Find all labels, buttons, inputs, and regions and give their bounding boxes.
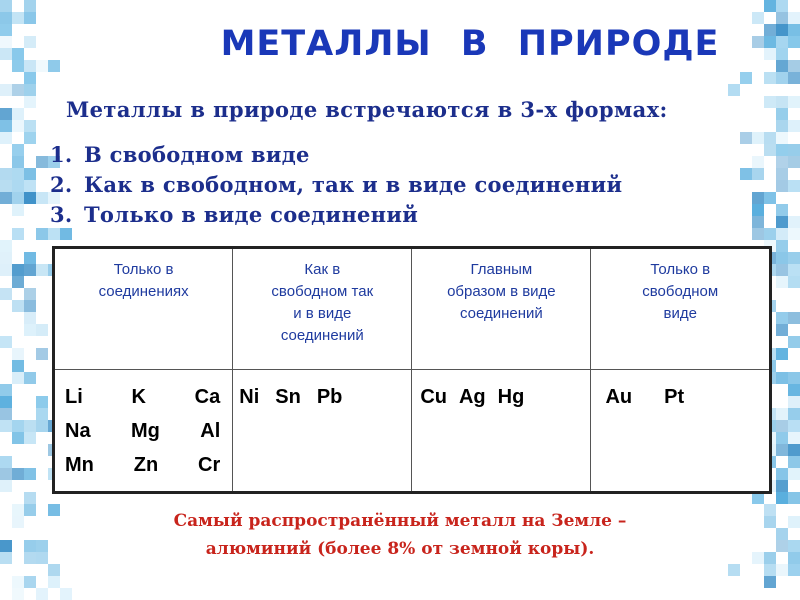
decor-block <box>788 72 800 84</box>
decor-block <box>12 144 24 156</box>
decor-block <box>12 372 24 384</box>
decor-block <box>24 324 36 336</box>
decor-block <box>752 132 764 144</box>
decor-block <box>776 180 788 192</box>
decor-block <box>776 168 788 180</box>
decor-block <box>36 408 48 420</box>
decor-block <box>0 192 12 204</box>
decor-block <box>12 180 24 192</box>
decor-block <box>776 324 788 336</box>
decor-block <box>36 348 48 360</box>
decor-block <box>24 492 36 504</box>
decor-block <box>776 372 788 384</box>
decor-block <box>776 420 788 432</box>
decor-block <box>776 0 788 12</box>
decor-block <box>12 108 24 120</box>
decor-block <box>0 456 12 468</box>
decor-block <box>0 384 12 396</box>
decor-block <box>776 492 788 504</box>
table-header-row <box>54 248 771 370</box>
decor-block <box>776 72 788 84</box>
decor-block <box>776 156 788 168</box>
decor-block <box>752 12 764 24</box>
decor-block <box>12 120 24 132</box>
slide-subtitle: Металлы в природе встречаются в 3-х формах: <box>66 97 668 122</box>
metals-table <box>52 246 772 494</box>
decor-block <box>776 276 788 288</box>
decor-block <box>0 336 12 348</box>
decor-block <box>788 228 800 240</box>
decor-block <box>752 192 764 204</box>
decor-block <box>0 468 12 480</box>
decor-block <box>752 216 764 228</box>
header-only-free: Только в свободном виде <box>591 248 771 370</box>
decor-block <box>12 12 24 24</box>
header-free-and-compounds: Как в свободном так и в виде соединений <box>233 248 412 370</box>
decor-block <box>788 408 800 420</box>
decor-block <box>36 156 48 168</box>
decor-block <box>788 468 800 480</box>
decor-block <box>752 156 764 168</box>
decor-block <box>776 468 788 480</box>
decor-block <box>24 120 36 132</box>
decor-block <box>24 132 36 144</box>
decor-block <box>24 288 36 300</box>
decor-block <box>24 12 36 24</box>
metal-row: Na Mg Al <box>65 420 221 442</box>
decor-block <box>0 84 12 96</box>
metals-free-and-compounds <box>233 370 412 493</box>
decor-block <box>788 156 800 168</box>
decor-block <box>0 132 12 144</box>
decor-block <box>0 180 12 192</box>
table-body-row <box>54 370 771 493</box>
decor-block <box>788 384 800 396</box>
decor-block <box>752 168 764 180</box>
decor-block <box>24 0 36 12</box>
decor-block <box>12 420 24 432</box>
decor-block <box>776 132 788 144</box>
forms-list <box>50 140 622 230</box>
decor-block <box>0 240 12 252</box>
decor-block <box>0 420 12 432</box>
decor-block <box>776 564 788 576</box>
decor-block <box>12 264 24 276</box>
decor-block <box>12 204 24 216</box>
decor-block <box>752 204 764 216</box>
decor-block <box>776 120 788 132</box>
decor-block <box>0 264 12 276</box>
decor-block <box>24 72 36 84</box>
decor-block <box>24 180 36 192</box>
decor-block <box>764 228 776 240</box>
decor-block <box>788 144 800 156</box>
decor-block <box>788 432 800 444</box>
decor-block <box>740 72 752 84</box>
decor-block <box>24 372 36 384</box>
decor-block <box>24 468 36 480</box>
decor-block <box>776 444 788 456</box>
metal-row: Au Pt <box>605 386 685 408</box>
decor-block <box>788 564 800 576</box>
decor-block <box>36 192 48 204</box>
decor-block <box>764 564 776 576</box>
decor-block <box>60 588 72 600</box>
form-item: 3. Только в виде соединений <box>50 202 419 227</box>
metal-row: Li K Ca <box>65 386 221 408</box>
decor-block <box>776 96 788 108</box>
decor-block <box>12 168 24 180</box>
decor-block <box>776 312 788 324</box>
decor-block <box>764 192 776 204</box>
decor-block <box>48 564 60 576</box>
decor-block <box>776 264 788 276</box>
decor-block <box>788 120 800 132</box>
decor-block <box>24 432 36 444</box>
decor-block <box>788 456 800 468</box>
metals-only-free <box>591 370 771 493</box>
decor-block <box>764 132 776 144</box>
decor-block <box>728 84 740 96</box>
decor-block <box>12 348 24 360</box>
form-item: 2. Как в свободном, так и в виде соединений <box>50 172 623 197</box>
decor-block <box>12 576 24 588</box>
decor-block <box>788 312 800 324</box>
decor-block <box>776 240 788 252</box>
decor-block <box>24 264 36 276</box>
metal-row: Mn Zn Cr <box>65 454 221 476</box>
decor-block <box>788 336 800 348</box>
header-mainly-compounds: Главным образом в виде соединений <box>412 248 591 370</box>
decor-block <box>788 492 800 504</box>
decor-block <box>0 252 12 264</box>
decor-block <box>12 228 24 240</box>
decor-block <box>36 420 48 432</box>
decor-block <box>776 108 788 120</box>
decor-block <box>24 252 36 264</box>
decor-block <box>788 372 800 384</box>
decor-block <box>36 396 48 408</box>
decor-block <box>0 12 12 24</box>
decor-block <box>776 144 788 156</box>
decor-block <box>752 228 764 240</box>
header-only-compounds: Только в соединениях <box>54 248 233 370</box>
decor-block <box>24 420 36 432</box>
decor-block <box>776 216 788 228</box>
decor-block <box>776 12 788 24</box>
decor-block <box>0 108 12 120</box>
metals-mainly-compounds <box>412 370 591 493</box>
decor-block <box>12 468 24 480</box>
decor-block <box>788 96 800 108</box>
decor-block <box>776 252 788 264</box>
decor-block <box>764 144 776 156</box>
form-item: 1. В свободном виде <box>50 142 310 167</box>
footnote: Самый распространённый металл на Земле – алюминий (более 8% от земной коры). <box>173 511 627 559</box>
decor-block <box>36 324 48 336</box>
decor-block <box>788 396 800 408</box>
slide-title: МЕТАЛЛЫ В ПРИРОДЕ <box>220 24 720 64</box>
decor-block <box>0 396 12 408</box>
decor-block <box>764 72 776 84</box>
decor-block <box>740 168 752 180</box>
decor-block <box>24 96 36 108</box>
decor-block <box>764 576 776 588</box>
decor-block <box>24 192 36 204</box>
decor-block <box>24 168 36 180</box>
decor-block <box>788 420 800 432</box>
decor-block <box>788 216 800 228</box>
decor-block <box>12 360 24 372</box>
decor-block <box>12 300 24 312</box>
decor-block <box>36 588 48 600</box>
decor-block <box>776 348 788 360</box>
metal-row: Cu Ag Hg <box>420 386 525 408</box>
decor-block <box>740 132 752 144</box>
decor-block <box>776 408 788 420</box>
decor-block <box>776 228 788 240</box>
decor-block <box>12 156 24 168</box>
decor-block <box>12 588 24 600</box>
decor-block <box>48 576 60 588</box>
decor-block <box>0 288 12 300</box>
metal-row: Ni Sn Pb <box>239 386 343 408</box>
decor-block <box>0 408 12 420</box>
decor-block <box>776 432 788 444</box>
decor-block <box>788 276 800 288</box>
decor-block <box>36 228 48 240</box>
decor-block <box>788 264 800 276</box>
decor-block <box>0 0 12 12</box>
decor-block <box>788 252 800 264</box>
decor-block <box>0 120 12 132</box>
decor-block <box>788 180 800 192</box>
decor-block <box>776 480 788 492</box>
decor-block <box>764 0 776 12</box>
decor-block <box>728 564 740 576</box>
decor-block <box>788 12 800 24</box>
decor-block <box>12 276 24 288</box>
decor-block <box>764 96 776 108</box>
decor-block <box>0 480 12 492</box>
decor-block <box>24 300 36 312</box>
decor-block <box>0 168 12 180</box>
decor-block <box>12 432 24 444</box>
decor-block <box>788 444 800 456</box>
decor-block <box>776 204 788 216</box>
decor-block <box>36 264 48 276</box>
decor-block <box>24 576 36 588</box>
metals-only-compounds <box>54 370 233 493</box>
decor-block <box>24 312 36 324</box>
decor-block <box>12 192 24 204</box>
decor-block <box>12 84 24 96</box>
decor-block <box>24 84 36 96</box>
